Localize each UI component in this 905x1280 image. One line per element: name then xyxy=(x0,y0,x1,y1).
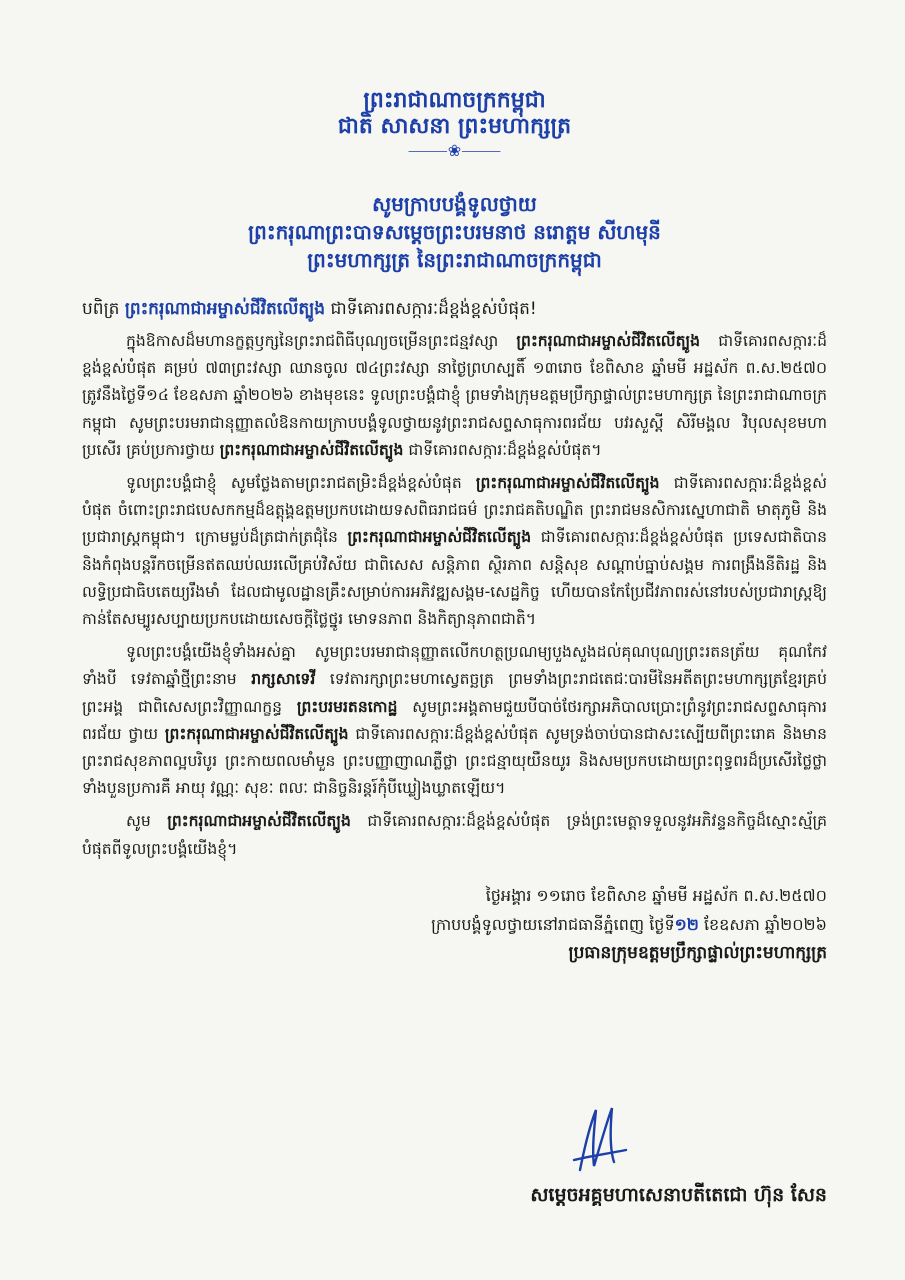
p3-late-king-name: ព្រះបរមរតនកោដ្ឋ xyxy=(296,697,398,716)
p1-text-c: ជាទីគោរពសក្ការៈដ៏ខ្ពង់ខ្ពស់បំផុត គម្រប់ ៧៣ព្រះវស្សា ឈានចូល ៧៤ព្រះវស្សា នាថ្ងៃព្រហស្បតិ៍ ១៣រោច ខែពិសាខ ឆ្នាំមមី អដ្ឋស័ក ព.ស.២៥៧០ ត្រូវនឹងថ្ងៃទី១៤ ខែឧសភា ឆ្នាំ២០២៦ ខាងមុខនេះ ទូលព្រះបង្គំជាខ្ញុំ ព្រមទាំងក្រុមឧត្តមប្រឹក្សាផ្ទាល់ព្រះមហាក្សត្រ នៃព្រះរាជាណាចក្រកម្ពុជា សូមព្រះបរមរាជានុញ្ញាតលំឱនកាយក្រាបបង្គំទូលថ្វាយនូវព្រះរាជសព្ទសាធុការពរជ័យ បវរសួស្តី សិរីមង្គល វិបុលសុខមហាប្រសើរ គ្រប់ប្រការថ្វាយ xyxy=(82,332,827,459)
paragraph-1 xyxy=(82,328,827,464)
p4-text-c: ជាទីគោរពសក្ការៈដ៏ខ្ពង់ខ្ពស់បំផុត ទ្រង់ព្រះមេត្តាទទួលនូវអភិវន្ទនកិច្ចដ៏ស្មោះស្ម័គ្របំផុតពីទូលព្រះបង្គំយើងខ្ញុំ។ xyxy=(82,812,827,858)
p2-text-e: ជាទីគោរពសក្ការៈដ៏ខ្ពង់ខ្ពស់បំផុត ប្រទេសជាតិបាននិងកំពុងបន្តរីកចម្រើនឥតឈប់ឈរលើគ្រប់វិស័យ ជាពិសេស សន្តិភាព ស្ថិរភាព សន្តិសុខ សណ្តាប់ធ្នាប់សង្គម ការពង្រឹងនីតិរដ្ឋ និងលទ្ធិប្រជាធិបតេយ្យរឹងមាំ ដែលជាមូលដ្ឋានគ្រឹះសម្រាប់ការអភិវឌ្ឍសង្គម-សេដ្ឋកិច្ច ហើយបានកែប្រែជីវភាពរស់នៅរបស់ប្រជារាស្ត្រឱ្យកាន់តែសម្បូរសប្បាយប្រកបដោយសេចក្តីថ្លៃថ្នូរ មោទនភាព និងកិត្យានុភាពជាតិ។ xyxy=(82,528,827,629)
address-line-3: ព្រះមហាក្សត្រ នៃព្រះរាជាណាចក្រកម្ពុជា xyxy=(307,248,602,272)
salutation-prefix: បពិត្រ xyxy=(82,299,120,319)
p1-text-a: ក្នុងឱកាសដ៏មហានក្ខត្តឫក្សនៃព្រះរាជពិធីបុណ្យចម្រើនព្រះជន្មវស្សា xyxy=(126,332,499,350)
signer-name: សម្តេចអគ្គមហាសេនាបតីតេជោ ហ៊ុន សែន xyxy=(530,1184,827,1206)
lunar-date: ថ្ងៃអង្គារ ១១រោច ខែពិសាខ ឆ្នាំមមី អដ្ឋស័ក ព.ស.២៥៧០ xyxy=(485,885,827,905)
p3-text-c: ទេវតារក្សាព្រះមហាស្វេតច្ឆត្រ ព្រមទាំងព្រះរាជតេជៈបារមីនៃអតីតព្រះមហាក្សត្រខ្មែរគ្រប់ព្រះអង្គ ជាពិសេសព្រះវិញ្ញាណក្ខន្ធ xyxy=(82,670,827,716)
place-suffix: ខែឧសភា ឆ្នាំ២០២៦ xyxy=(703,914,827,934)
address-line-1: សូមក្រាបបង្គំទូលថ្វាយ xyxy=(372,192,537,216)
p3-text-g: ជាទីគោរពសក្ការៈដ៏ខ្ពង់ខ្ពស់បំផុត សូមទ្រង់ចាប់បានជាសះស្បើយពីព្រះរោគ និងមានព្រះរាជសុខភាពល្អបរិបូរ ព្រះកាយពលមាំមួន ព្រះបញ្ញាញាណភ្លឺថ្លា ព្រះជន្មាយុយឺនយូរ និងសមប្រកបដោយព្រះពុទ្ធពរដ៏ប្រសើរថ្លៃថ្លាទាំងបួនប្រការគឺ អាយុ វណ្ណៈ សុខៈ ពលៈ ជានិច្ចនិរន្តរ៍កុំបីឃ្លៀងឃ្លាតឡើយ។ xyxy=(82,724,827,798)
p2-text-c: ជាទីគោរពសក្ការៈដ៏ខ្ពង់ខ្ពស់បំផុត ចំពោះព្រះរាជបេសកកម្មដ៏ឧត្តុង្គឧត្តមប្រកបដោយទសពិធរាជធម៌ ព្រះរាជគតិបណ្ឌិត ព្រះរាជមនសិការស្នេហាជាតិ មាតុភូមិ និងប្រជារាស្ត្រកម្ពុជា។ ក្រោមម្លប់ដ៏ត្រជាក់ត្រជុំនៃ xyxy=(82,474,827,547)
signer-position: ប្រធានក្រុមឧត្តមប្រឹក្សាផ្ទាល់ព្រះមហាក្សត្រ xyxy=(568,942,827,963)
p1-royal-title-2: ព្រះករុណាជាអម្ចាស់ជីវិតលើត្បូង xyxy=(219,440,404,459)
p3-text-e: សូមព្រះអង្គតាមជួយបីបាច់ថែរក្សាអភិបាលប្រោះព្រំនូវព្រះរាជសព្ទសាធុការពរជ័យ ថ្វាយ xyxy=(82,697,827,743)
closing-block xyxy=(82,881,827,967)
p4-royal-title: ព្រះករុណាជាអម្ចាស់ជីវិតលើត្បូង xyxy=(167,812,351,831)
p2-royal-title: ព្រះករុណាជាអម្ចាស់ជីវិតលើត្បូង xyxy=(475,474,660,493)
p4-text-a: សូម xyxy=(126,812,151,831)
salutation xyxy=(82,296,827,322)
p1-royal-title: ព្រះករុណាជាអម្ចាស់ជីវិតលើត្បូង xyxy=(516,332,701,350)
address-line-2: ព្រះករុណាព្រះបាទសម្តេចព្រះបរមនាថ នរោត្តម សីហមុនី xyxy=(248,220,661,244)
p3-deity-name: រាក្សសាទេវី xyxy=(251,670,316,689)
p2-royal-title-2: ព្រះករុណាជាអម្ចាស់ជីវិតលើត្បូង xyxy=(347,528,532,547)
paragraph-2 xyxy=(82,470,827,633)
paragraph-4 xyxy=(82,808,827,862)
p3-royal-title: ព្រះករុណាជាអម្ចាស់ជីវិតលើត្បូង xyxy=(164,724,349,743)
kingdom-title: ព្រះរាជាណាចក្រកម្ពុជា xyxy=(363,88,546,113)
handwritten-signature xyxy=(570,1100,630,1180)
royal-title: ព្រះករុណាជាអម្ចាស់ជីវិតលើត្បូង xyxy=(124,299,326,319)
handwritten-day: ១២ xyxy=(674,914,699,934)
p3-text-a: ទូលព្រះបង្គំយើងខ្ញុំទាំងអស់គ្នា សូមព្រះបរមរាជានុញ្ញាតលើកហត្ថប្រណម្យបួងសួងដល់គុណបុណ្យព្រះរតនត្រ័យ គុណកែវទាំងបី ទេវតាឆ្នាំថ្មីព្រះនាម xyxy=(82,643,827,689)
ornament-divider: ⸻❀⸻ xyxy=(407,141,502,160)
place-date xyxy=(82,910,827,939)
place-prefix: ក្រាបបង្គំទូលថ្វាយនៅរាជធានីភ្នំពេញ ថ្ងៃទី xyxy=(431,914,675,934)
p2-text-a: ទូលព្រះបង្គំជាខ្ញុំ សូមថ្លែងតាមព្រះរាជតម្រិះដ៏ខ្ពង់ខ្ពស់បំផុត xyxy=(126,474,462,493)
national-motto: ជាតិ សាសនា ព្រះមហាក្សត្រ xyxy=(337,114,572,139)
p1-text-e: ជាទីគោរពសក្ការៈដ៏ខ្ពង់ខ្ពស់បំផុត។ xyxy=(408,440,602,459)
paragraph-3 xyxy=(82,639,827,802)
salutation-suffix: ជាទីគោរពសក្ការៈដ៏ខ្ពង់ខ្ពស់បំផុត! xyxy=(330,299,537,319)
